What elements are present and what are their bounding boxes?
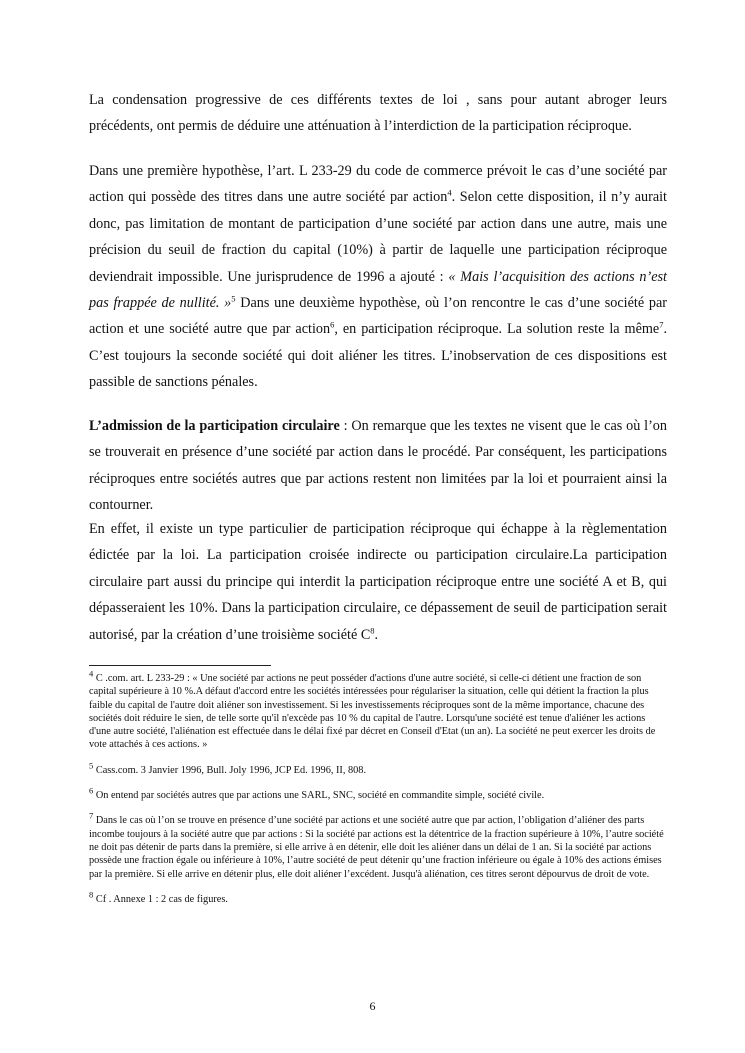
paragraph-text: Dans une première hypothèse, l’art. L 233-29 du code de commerce prévoit le cas d’une société par action qui possède des titres dans une autre société par action <box>89 163 667 206</box>
footnote-8 <box>89 889 667 906</box>
footnote-text: C .com. art. L 233-29 : « Une société par actions ne peut posséder d'actions d'une autre société, si celle-ci détient une fraction de son capital supérieure à 10 %.A défaut d'accord entre les sociétés intéressées pour régulariser la situation, celle qui détient la fraction la plus faible du capital de l'autre doit aliéner son investissement. Si les investissements réciproques sont de la même importance, chacune des sociétés doit réduire le sien, de telle sorte qu'il n'excède pas 10 % du capital de l'autre. Lorsqu'une société est tenue d'aliéner les actions d'une autre société, l'aliénation est effectuée dans le délai fixé par décret en Conseil d'Etat (un an). La société ne peut exercer les droits de vote attachés à ces actions. » <box>89 673 656 751</box>
footnote-text: Cf . Annexe 1 : 2 cas de figures. <box>93 893 228 905</box>
paragraph-text: , en participation réciproque. La solution reste la même <box>334 321 660 338</box>
footnote-text: On entend par sociétés autres que par actions une SARL, SNC, société en commandite simple, société civile. <box>93 790 545 802</box>
footnote-number: 5 <box>89 760 94 771</box>
footnote-ref[interactable]: 8 <box>370 624 375 635</box>
footnote-ref[interactable]: 7 <box>659 319 664 330</box>
paragraph-text: Dans une deuxième hypothèse, où l’on rencontre le cas d’une société par action et une société autre que par action <box>89 295 667 338</box>
footnote-number: 7 <box>89 810 94 821</box>
paragraph-condensation <box>89 87 667 140</box>
paragraph-hypotheses <box>89 158 667 396</box>
section-heading: L’admission de la participation circulaire <box>89 418 340 434</box>
paragraph-text: . Selon cette disposition, il n’y aurait donc, pas limitation de montant de participation d’une société par action dans une autre, mais une précision du seuil de fraction du capital (10%) à partir de laquelle une participation réciproque deviendrait impossible. Une jurisprudence de 1996 a ajouté : <box>89 189 667 285</box>
footnote-number: 8 <box>89 889 94 900</box>
footnote-7 <box>89 810 667 880</box>
jurisprudence-quote: « Mais l’acquisition des actions n’est pas frappée de nullité. » <box>89 268 667 312</box>
footnote-5 <box>89 760 667 777</box>
paragraph-text: En effet, il existe un type particulier de participation réciproque qui échappe à la règlementation édictée par la loi. La participation croisée indirecte ou participation circulaire.La participation circulaire part aussi du principe qui interdit la participation réciproque entre une société A et B, qui dépasseraient les 10%. Dans la participation circulaire, ce dépassement de seuil de participation serait autorisé, par la création d’une troisième société C <box>89 521 667 643</box>
footnote-ref[interactable]: 4 <box>447 187 452 198</box>
paragraph-text: La condensation progressive de ces différents textes de loi , sans pour autant abroger leurs précédents, ont permis de déduire une atténuation à l’interdiction de la participation réciproque. <box>89 92 667 135</box>
page-number: 6 <box>369 999 376 1013</box>
footnote-ref[interactable]: 6 <box>330 319 335 330</box>
paragraph-en-effet <box>89 516 667 648</box>
paragraph-text: : On remarque que les textes ne visent que le cas où l’on se trouverait en présence d’une société par action dans le procédé. Par conséquent, les participations réciproques entre sociétés autres que par actions restent non limitées par la loi et pourraient ainsi la contourner. <box>89 418 667 514</box>
footnote-separator <box>89 665 271 666</box>
footnote-text: Cass.com. 3 Janvier 1996, Bull. Joly 1996, JCP Ed. 1996, II, 808. <box>93 764 367 776</box>
footnote-4 <box>89 668 667 752</box>
footnote-6 <box>89 785 667 802</box>
footnote-ref[interactable]: 5 <box>231 293 236 304</box>
paragraph-text: . C’est toujours la seconde société qui doit aliéner les titres. L’inobservation de ces dispositions est passible de sanctions pénales. <box>89 321 667 391</box>
footnote-number: 6 <box>89 785 94 796</box>
footnote-text: Dans le cas où l’on se trouve en présence d’une société par actions et une société autre que par action, l’obligation d’aliéner des parts incombe toujours à la société autre que par actions : Si la société par actions est la détentrice de la fraction supérieure à 10%, l’autre société ne doit pas détenir de parts dans la première, si elle arrive à en détenir, elle doit les aliéner dans un délai de 1 an. Si la société par actions possède une fraction égale ou inférieure à 10%, l’autre société de peut détenir qu’une fraction inférieure ou égale à 10% des actions émises par la première. Si elle arrive en détenir plus, elle doit aliéner l’excédent. Jusqu'à aliénation, ces titres seront dépourvus de droit de vote. <box>89 815 664 880</box>
footnote-number: 4 <box>89 668 94 679</box>
paragraph-text: . <box>374 626 379 643</box>
paragraph-circular-participation <box>89 413 667 519</box>
footnotes <box>89 668 667 906</box>
